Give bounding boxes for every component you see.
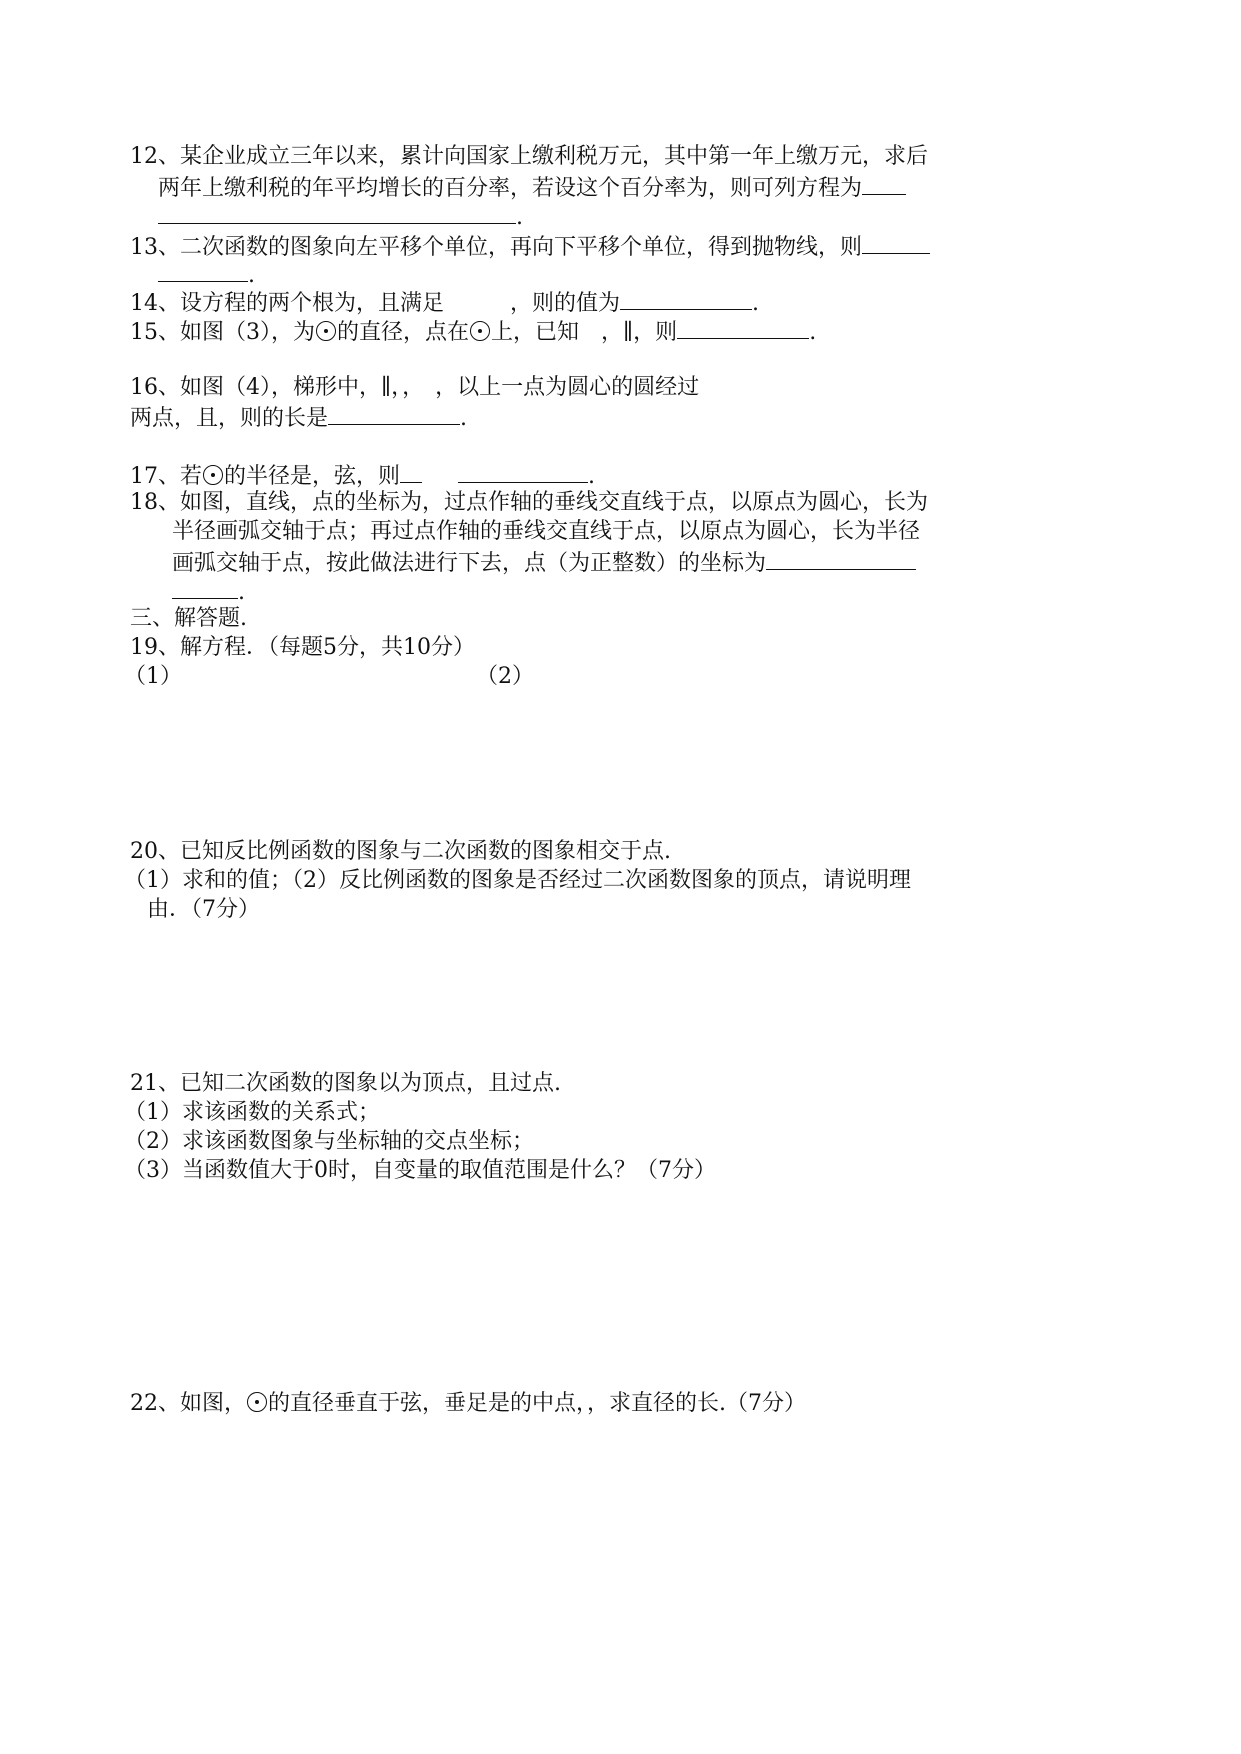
q12-line1: 12、某企业成立三年以来，累计向国家上缴利税万元，其中第一年上缴万元，求后 (130, 144, 928, 169)
q18-line4: . (172, 576, 245, 607)
q21-line3: （2）求该函数图象与坐标轴的交点坐标； (124, 1129, 534, 1154)
section-3-heading: 三、解答题. (130, 606, 247, 631)
q15-line: 15、如图（3），为 的直径，点在 上，已知 ，∥，则 . (130, 316, 816, 347)
q18-line2: 半径画弧交轴于点；再过点作轴的垂线交直线于点，以原点为圆心，长为半径 (172, 519, 921, 544)
q19-sub2: （2） (476, 664, 534, 689)
q18-line3: 画弧交轴于点，按此做法进行下去，点（为正整数）的坐标为 (172, 547, 916, 578)
q15-answer-blank[interactable] (677, 316, 809, 339)
q12-line2: 两年上缴利税的年平均增长的百分率，若设这个百分率为，则可列方程为 (158, 172, 906, 203)
q18-answer-blank-b[interactable] (172, 576, 238, 599)
q21-line1: 21、已知二次函数的图象以为顶点，且过点. (130, 1071, 561, 1096)
q16-line2: 两点，且，则的长是 . (130, 402, 467, 433)
q12-line3: . (158, 201, 523, 232)
q16-line1: 16、如图（4），梯形中，∥，， ，以上一点为圆心的圆经过 (130, 375, 700, 400)
q22-line: 22、如图， 的直径垂直于弦，垂足是的中点，，求直径的长.（7分） (130, 1391, 806, 1416)
q18-answer-blank-a[interactable] (766, 547, 916, 570)
q21-line4: （3）当函数值大于0时，自变量的取值范围是什么？（7分） (124, 1158, 716, 1183)
q19-sub1: （1） (124, 664, 182, 689)
q20-line3: 由．（7分） (147, 897, 260, 922)
q14-answer-blank[interactable] (620, 287, 752, 310)
q12-answer-blank-a[interactable] (862, 172, 906, 195)
q13-line2: . (158, 259, 255, 290)
q17-answer-blank-b[interactable] (458, 460, 588, 483)
q13-line1: 13、二次函数的图象向左平移个单位，再向下平移个单位，得到抛物线，则 (130, 231, 930, 262)
circle-o-icon (203, 465, 223, 485)
circle-o-icon (470, 321, 490, 341)
q12-answer-blank-b[interactable] (158, 201, 516, 224)
q16-answer-blank[interactable] (328, 402, 460, 425)
q21-line2: （1）求该函数的关系式； (124, 1100, 380, 1125)
q17-line: 17、若 的半径是，弦，则 . (130, 460, 595, 491)
q20-line1: 20、已知反比例函数的图象与二次函数的图象相交于点. (130, 839, 671, 864)
q14-line: 14、设方程的两个根为，且满足 ，则的值为 . (130, 287, 759, 318)
q19-title: 19、解方程．（每题5分，共10分） (130, 635, 475, 660)
circle-o-icon (316, 321, 336, 341)
q20-line2: （1）求和的值；（2）反比例函数的图象是否经过二次函数图象的顶点，请说明理 (124, 868, 911, 893)
q13-answer-blank-a[interactable] (862, 231, 930, 254)
q17-answer-blank-a[interactable] (400, 460, 422, 483)
circle-o-icon (247, 1392, 267, 1412)
q13-answer-blank-b[interactable] (158, 259, 248, 282)
q18-line1: 18、如图，直线，点的坐标为，过点作轴的垂线交直线于点，以原点为圆心，长为 (130, 490, 928, 515)
